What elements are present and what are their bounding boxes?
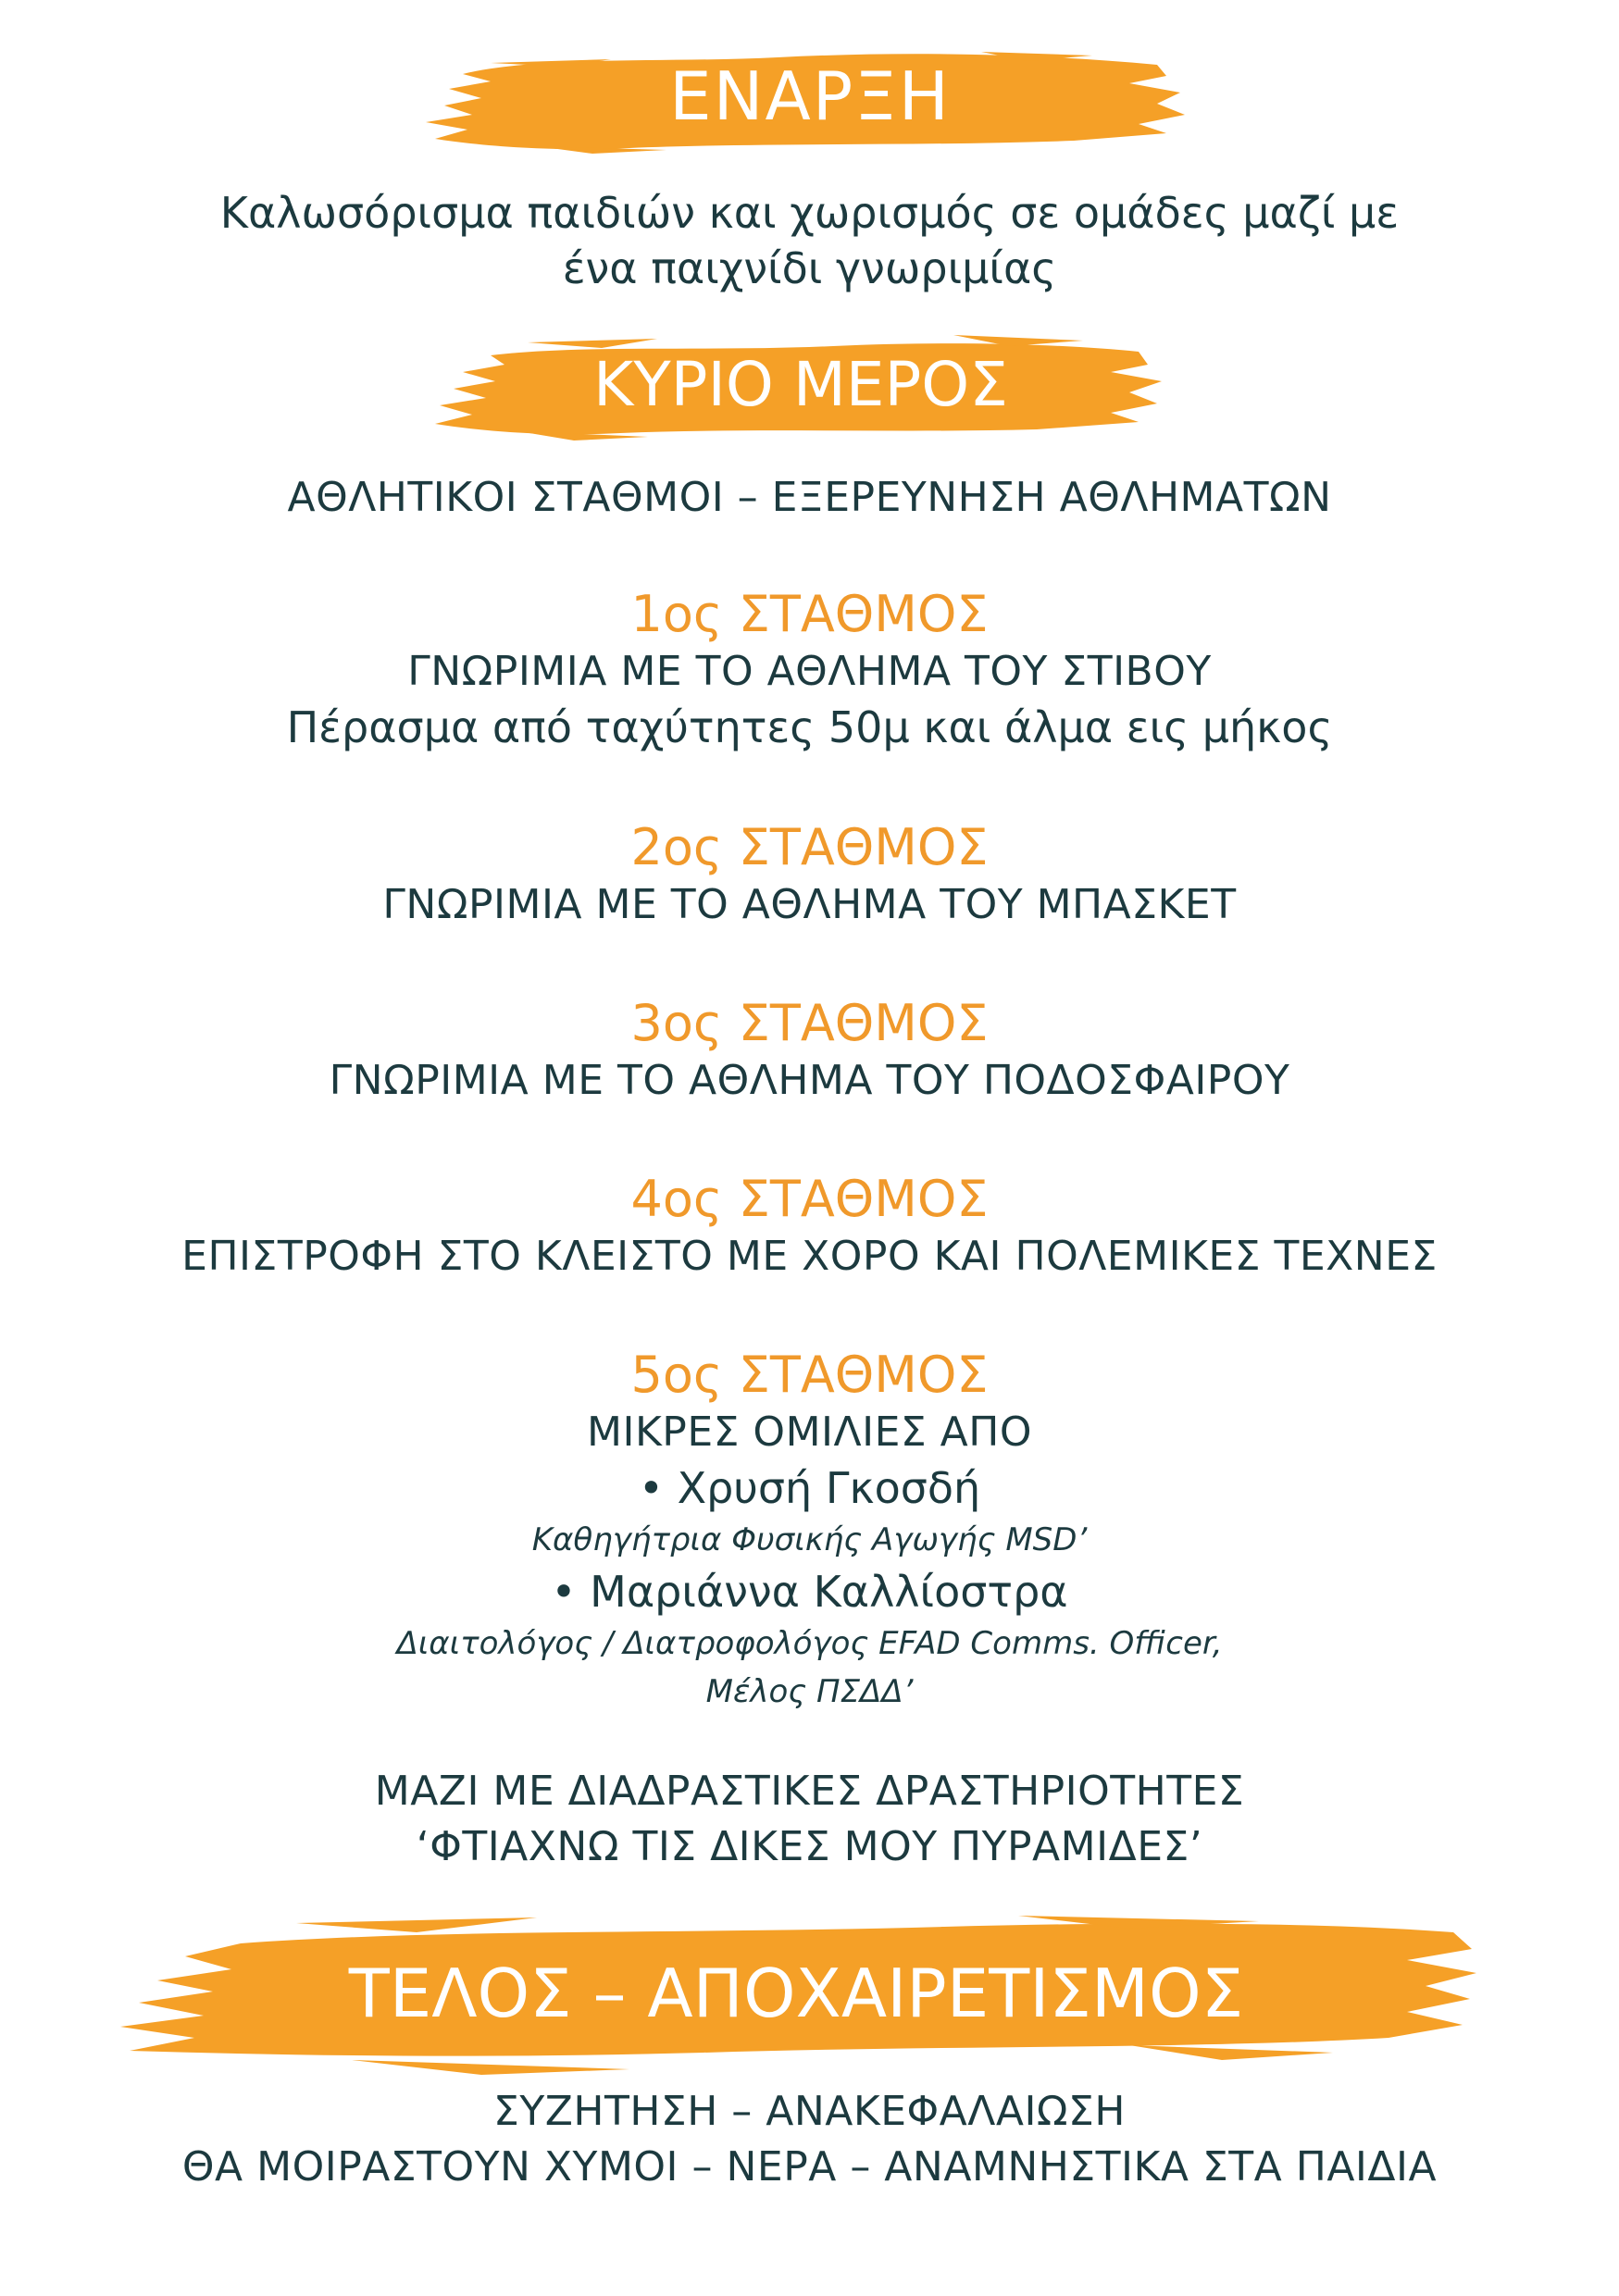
start-description: [0, 185, 1619, 296]
station-1: [0, 585, 1619, 755]
station-2: [0, 818, 1619, 933]
station-description: ΜΙΚΡΕΣ ΟΜΙΛΙΕΣ ΑΠΟ: [587, 1409, 1032, 1456]
speaker-role: Μέλος ΠΣΔΔ’: [705, 1673, 914, 1710]
end-banner: [111, 1906, 1481, 2082]
station-description: ΓΝΩΡΙΜΙΑ ΜΕ ΤΟ ΑΘΛΗΜΑ ΤΟΥ ΜΠΑΣΚΕΤ: [382, 881, 1237, 928]
end-line-1: ΣΥΖΗΤΗΣΗ – ΑΝΑΚΕΦΑΛΑΙΩΣΗ: [493, 2088, 1126, 2135]
activities-line-1: ΜΑΖΙ ΜΕ ΔΙΑΔΡΑΣΤΙΚΕΣ ΔΡΑΣΤΗΡΙΟΤΗΤΕΣ: [374, 1768, 1245, 1815]
start-text-line-2: ένα παιχνίδι γνωριμίας: [562, 243, 1057, 293]
end-line-2: ΘΑ ΜΟΙΡΑΣΤΟΥΝ ΧΥΜΟΙ – ΝΕΡΑ – ΑΝΑΜΝΗΣΤΙΚΑ ΣΤΑ ΠΑΙΔΙΑ: [181, 2143, 1438, 2191]
start-banner: [426, 37, 1194, 157]
station-3: [0, 994, 1619, 1109]
start-heading: ΕΝΑΡΞΗ: [669, 57, 951, 135]
main-heading: ΚΥΡΙΟ ΜΕΡΟΣ: [593, 349, 1008, 420]
station-4: [0, 1170, 1619, 1285]
main-subtitle: ΑΘΛΗΤΙΚΟΙ ΣΤΑΘΜΟΙ – ΕΞΕΡΕΥΝΗΣΗ ΑΘΛΗΜΑΤΩΝ: [287, 474, 1332, 521]
speaker-name: • Μαριάννα Καλλίοστρα: [551, 1567, 1068, 1617]
station-title: 4ος ΣΤΑΘΜΟΣ: [630, 1170, 989, 1228]
station-description: ΕΠΙΣΤΡΟΦΗ ΣΤΟ ΚΛΕΙΣΤΟ ΜΕ ΧΟΡΟ ΚΑΙ ΠΟΛΕΜΙΚΕΣ ΤΕΧΝΕΣ: [181, 1233, 1438, 1280]
station-title: 2ος ΣΤΑΘΜΟΣ: [630, 818, 989, 876]
station-title: 1ος ΣΤΑΘΜΟΣ: [630, 585, 989, 643]
station-description: ΓΝΩΡΙΜΙΑ ΜΕ ΤΟ ΑΘΛΗΜΑ ΤΟΥ ΠΟΔΟΣΦΑΙΡΟΥ: [329, 1057, 1290, 1104]
speaker-name: • Χρυσή Γκοσδή: [638, 1463, 981, 1513]
activities: [0, 1764, 1619, 1875]
station-title: 5ος ΣΤΑΘΜΟΣ: [630, 1346, 989, 1404]
activities-line-2: ‘ΦΤΙΑΧΝΩ ΤΙΣ ΔΙΚΕΣ ΜΟΥ ΠΥΡΑΜΙΔΕΣ’: [416, 1823, 1203, 1870]
speaker-role: Καθηγήτρια Φυσικής Αγωγής MSD’: [531, 1521, 1088, 1558]
end-text: [0, 2084, 1619, 2195]
main-banner: [435, 324, 1166, 444]
start-text-line-1: Καλωσόρισμα παιδιών και χωρισμός σε ομάδες μαζί με: [219, 188, 1400, 238]
end-heading: ΤΕΛΟΣ – ΑΠΟΧΑΙΡΕΤΙΣΜΟΣ: [348, 1955, 1244, 2032]
station-5: [0, 1346, 1619, 1716]
speaker-role: Διαιτολόγος / Διατροφολόγος EFAD Comms. Officer,: [396, 1625, 1223, 1662]
station-title: 3ος ΣΤΑΘΜΟΣ: [630, 994, 989, 1052]
station-description: ΓΝΩΡΙΜΙΑ ΜΕ ΤΟ ΑΘΛΗΜΑ ΤΟΥ ΣΤΙΒΟΥ: [407, 648, 1212, 695]
station-detail: Πέρασμα από ταχύτητες 50μ και άλμα εις μήκος: [286, 702, 1333, 752]
